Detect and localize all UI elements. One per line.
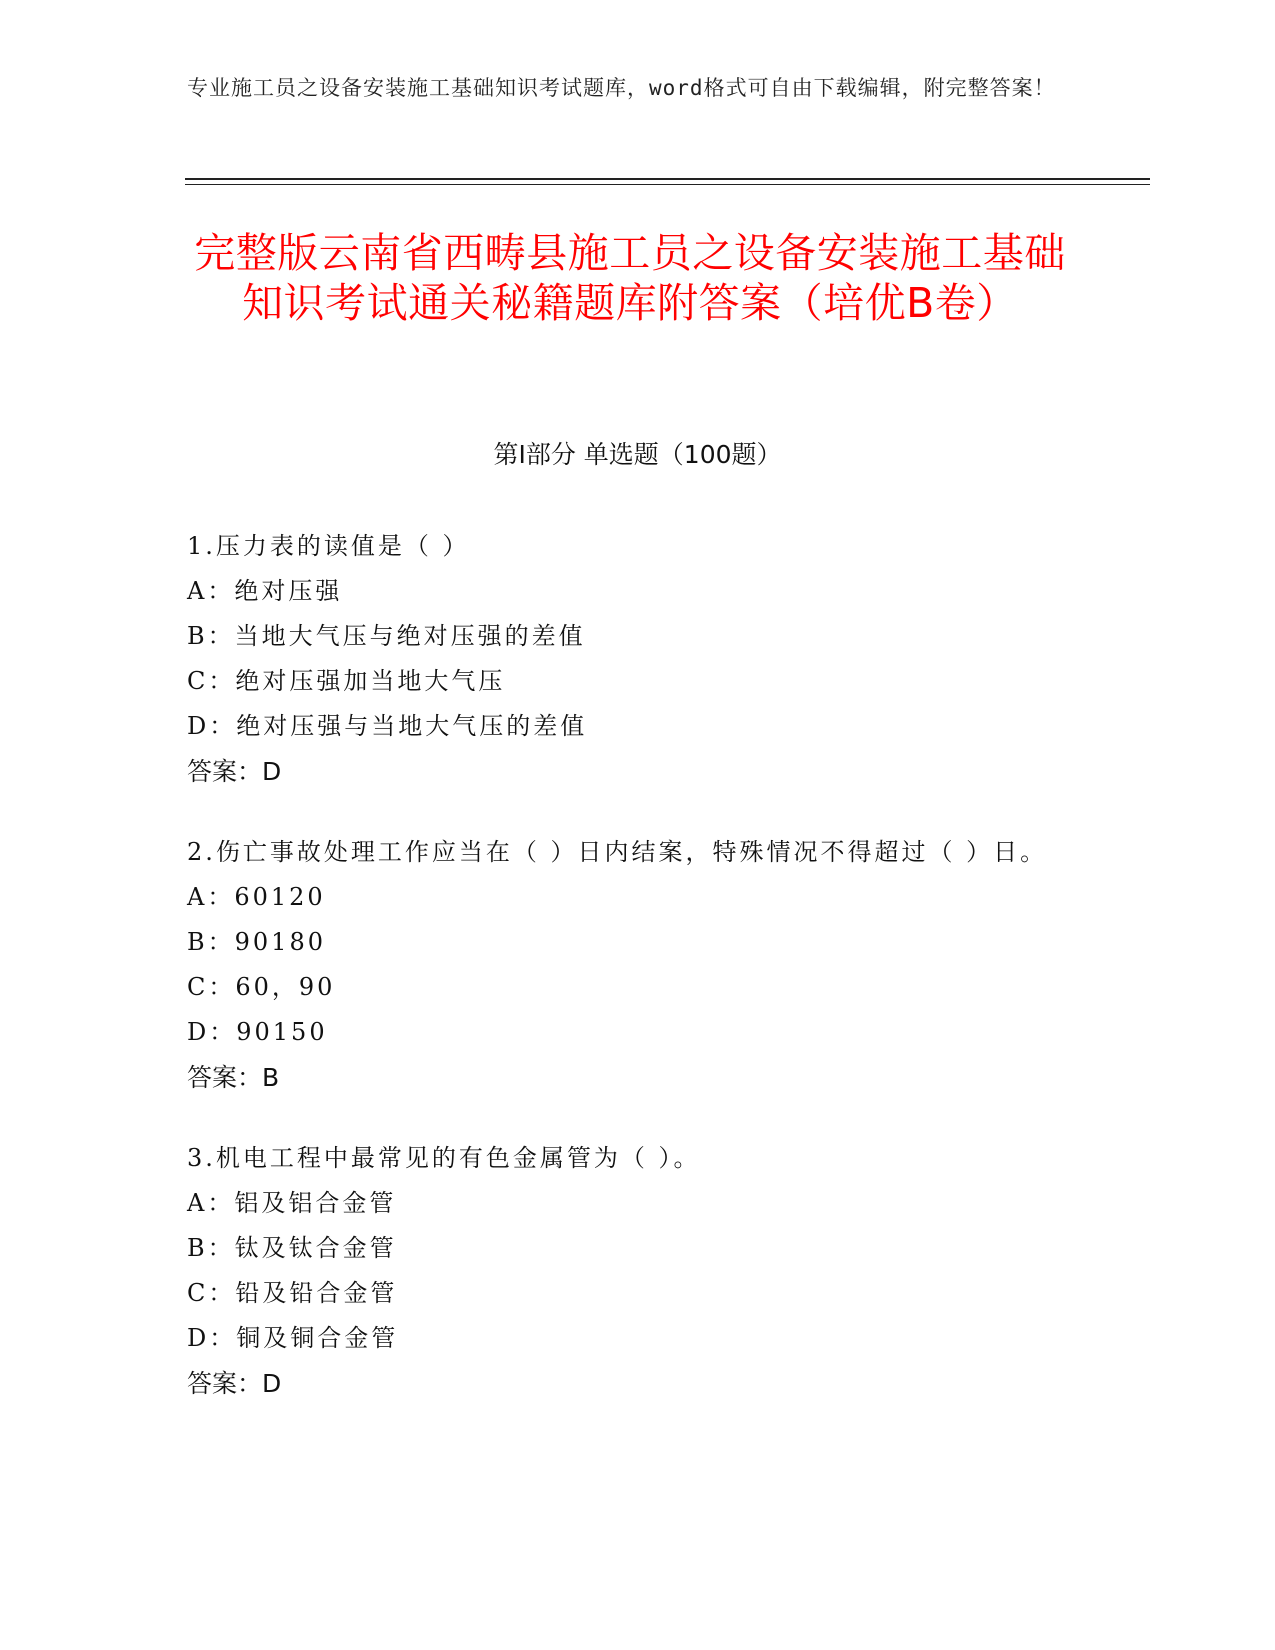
answer-line: 答案：D xyxy=(187,1369,282,1398)
option-d: D：绝对压强与当地大气压的差值 xyxy=(187,712,588,740)
question-stem: 2.伤亡事故处理工作应当在（ ）日内结案，特殊情况不得超过（ ）日。 xyxy=(187,838,1048,866)
option-b: B：当地大气压与绝对压强的差值 xyxy=(187,622,586,650)
option-a: A：绝对压强 xyxy=(187,577,343,605)
answer-line: 答案：D xyxy=(187,757,282,786)
section-heading: 第I部分 单选题（100题） xyxy=(493,440,782,469)
header-rule-thick xyxy=(185,178,1150,180)
header-note: 专业施工员之设备安装施工基础知识考试题库，word格式可自由下载编辑，附完整答案！ xyxy=(187,76,1056,100)
document-title: 完整版云南省西畴县施工员之设备安装施工基础知识考试通关秘籍题库附答案（培优B卷） xyxy=(194,229,1066,327)
question-list xyxy=(187,524,1067,1442)
option-c: C：铅及铅合金管 xyxy=(187,1279,398,1307)
question-1 xyxy=(187,524,1067,794)
option-a: A：60120 xyxy=(187,883,326,911)
question-2 xyxy=(187,830,1067,1100)
question-stem: 1.压力表的读值是（ ） xyxy=(187,532,470,560)
question-stem: 3.机电工程中最常见的有色金属管为（ ）。 xyxy=(187,1144,701,1172)
option-b: B：钛及钛合金管 xyxy=(187,1234,397,1262)
header-rule-thin xyxy=(185,184,1150,185)
option-c: C：绝对压强加当地大气压 xyxy=(187,667,506,695)
option-d: D：90150 xyxy=(187,1018,328,1046)
answer-line: 答案：B xyxy=(187,1063,280,1092)
option-b: B：90180 xyxy=(187,928,326,956)
option-a: A：铝及铝合金管 xyxy=(187,1189,397,1217)
question-3 xyxy=(187,1136,1067,1406)
option-d: D：铜及铜合金管 xyxy=(187,1324,399,1352)
option-c: C：60，90 xyxy=(187,973,336,1001)
